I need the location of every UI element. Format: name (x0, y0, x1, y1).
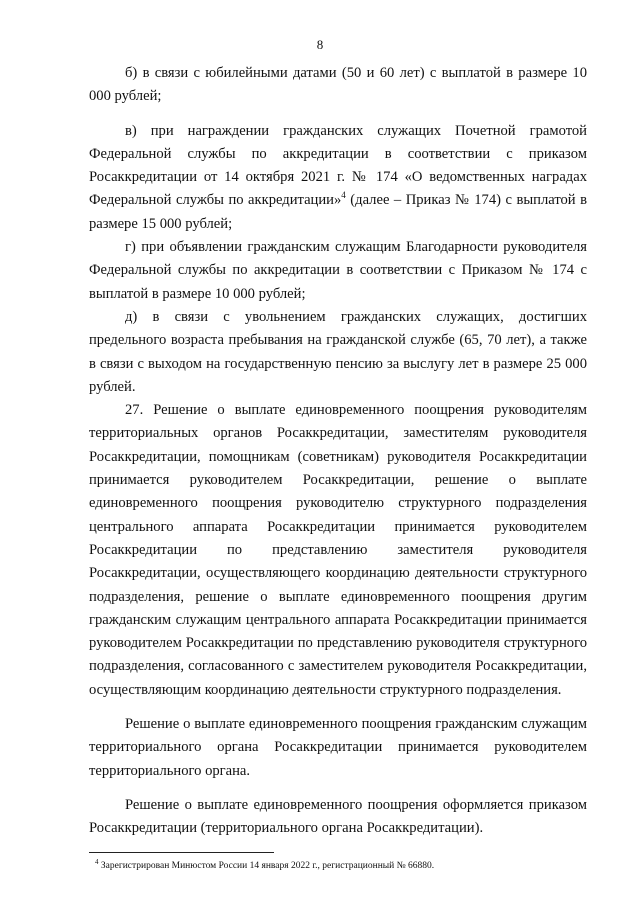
footnote-text: Зарегистрирован Минюстом России 14 января 2022 г., регистрационный № 66880. (98, 861, 435, 871)
footnote-reference: 4 (341, 190, 346, 201)
paragraph-b: б) в связи с юбилейными датами (50 и 60 лет) с выплатой в размере 10 000 рублей; (89, 65, 587, 105)
paragraph-order-decision: Решение о выплате единовременного поощрения оформляется приказом Росаккредитации (территориального органа Росаккредитации). (89, 796, 587, 837)
paragraph-v-text-continued: (далее – Приказ № 174) с выплатой в размере 15 000 рублей; (89, 192, 588, 232)
paragraph-d: д) в связи с увольнением гражданских служащих, достигших предельного возраста пребывания на гражданской службе (65, 70 лет), а также в связи с выходом на государственную пенсию за выслугу лет в размере 25 000 рублей. (89, 308, 587, 395)
paragraph-g: г) при объявлении гражданским служащим Благодарности руководителя Федеральной службы по аккредитации в соответствии с Приказом № 174 с выплатой в размере 10 000 рублей; (89, 239, 587, 302)
footnote-mark: 4 (95, 857, 99, 866)
footnote (95, 857, 595, 872)
paragraph-v (89, 120, 587, 236)
paragraph-27: 27. Решение о выплате единовременного поощрения руководителям территориальных органов Росаккредитации, заместителям руководителя Росаккредитации, помощникам (советникам) руководителя Росаккредитации принимается руководителем Росаккредитации, решение о выплате единовременного поощрения руководителю структурного подразделения центрального аппарата Росаккредитации принимается руководителем Росаккредитации по представлению заместителя руководителя Росаккредитации, осуществляющего координацию деятельности структурного подразделения, решение о выплате единовременного поощрения другим гражданским служащим центрального аппарата Росаккредитации принимается руководителем Росаккредитации по представлению руководителя структурного подразделения, согласованного с заместителем руководителя Росаккредитации, осуществляющим координацию деятельности структурного подразделения. (89, 402, 587, 698)
paragraph-territorial-decision: Решение о выплате единовременного поощрения гражданским служащим территориального органа Росаккредитации принимается руководителем территориального органа. (89, 716, 587, 779)
document-body (89, 62, 587, 841)
page-number: 8 (316, 37, 324, 52)
paragraph-v-text: в) при награждении гражданских служащих Почетной грамотой Федеральной службы по аккредитации в соответствии с приказом Росаккредитации от 14 октября 2021 г. № 174 «О ведомственных наградах Федеральной службы по аккредитации» (89, 122, 587, 209)
footnote-separator (89, 852, 274, 853)
